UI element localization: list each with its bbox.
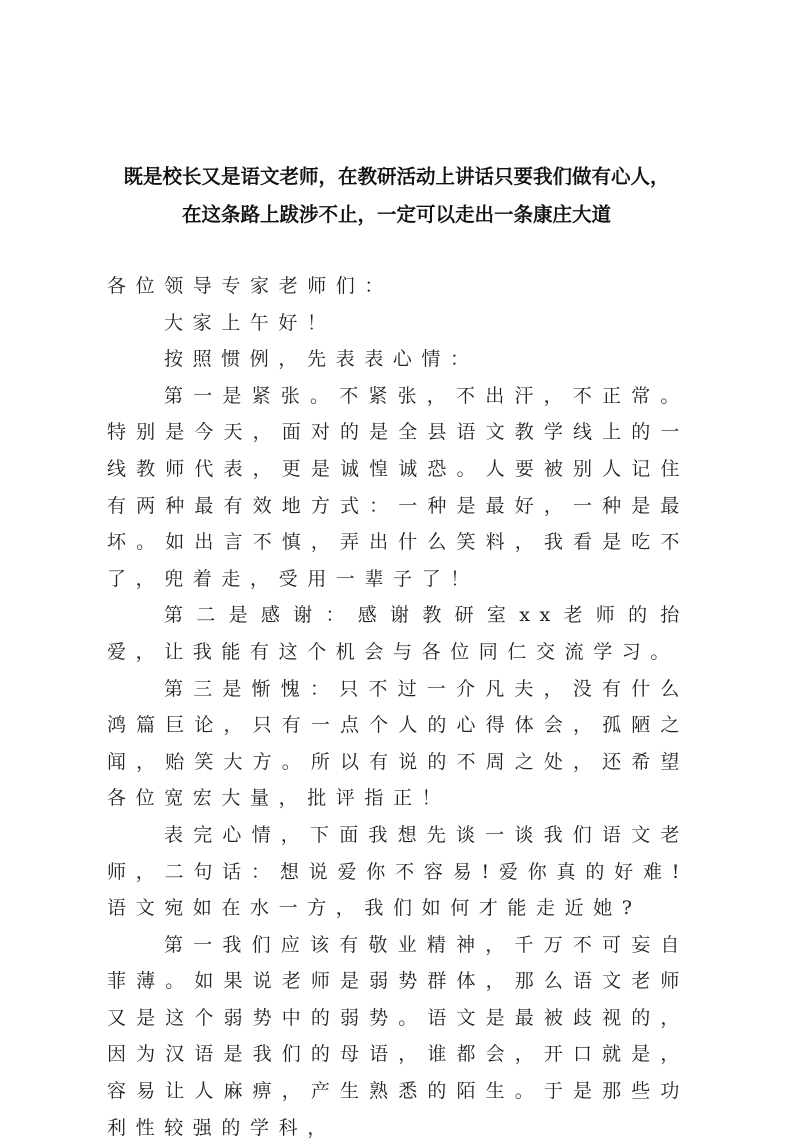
paragraph-greeting: 大家上午好！ bbox=[164, 311, 336, 334]
paragraph-nervous: 第一是紧张。不紧张，不出汗，不正常。特别是今天，面对的是全县语文教学线上的一线教师代表，更是诚惶诚恐。人要被别人记住有两种最有效地方式：一种是最好，一种是最坏。如出言不慎，弄出什么笑料，我看是吃不了，兜着走，受用一辈子了！ bbox=[107, 384, 689, 590]
salutation: 各位领导专家老师们： bbox=[107, 275, 394, 297]
paragraph-humble: 第三是惭愧：只不过一介凡夫，没有什么鸿篇巨论，只有一点个人的心得体会，孤陋之闻，贻笑大方。所以有说的不周之处，还希望各位宽宏大量，批评指正！ bbox=[107, 677, 689, 810]
paragraph-dedication: 第一我们应该有敬业精神，千万不可妄自菲薄。如果说老师是弱势群体，那么语文老师又是这个弱势中的弱势。语文是最被歧视的，因为汉语是我们的母语，谁都会，开口就是，容易让人麻痹，产生熟悉的陌生。于是那些功利性较强的学科， bbox=[107, 933, 689, 1139]
paragraph-thanks: 第二是感谢：感谢教研室xx老师的抬爱，让我能有这个机会与各位同仁交流学习。 bbox=[107, 604, 689, 663]
title-line-2: 在这条路上跋涉不止，一定可以走出一条康庄大道 bbox=[181, 203, 611, 226]
document-body bbox=[107, 268, 689, 1146]
title-line-1: 既是校长又是语文老师，在教研活动上讲话只要我们做有心人， bbox=[123, 165, 670, 188]
paragraph-transition: 表完心情，下面我想先谈一谈我们语文老师，二句话：想说爱你不容易!爱你真的好难!语文宛如在水一方，我们如何才能走近她? bbox=[107, 823, 689, 920]
document-title bbox=[90, 158, 703, 234]
paragraph-intro: 按照惯例，先表表心情： bbox=[164, 348, 479, 371]
